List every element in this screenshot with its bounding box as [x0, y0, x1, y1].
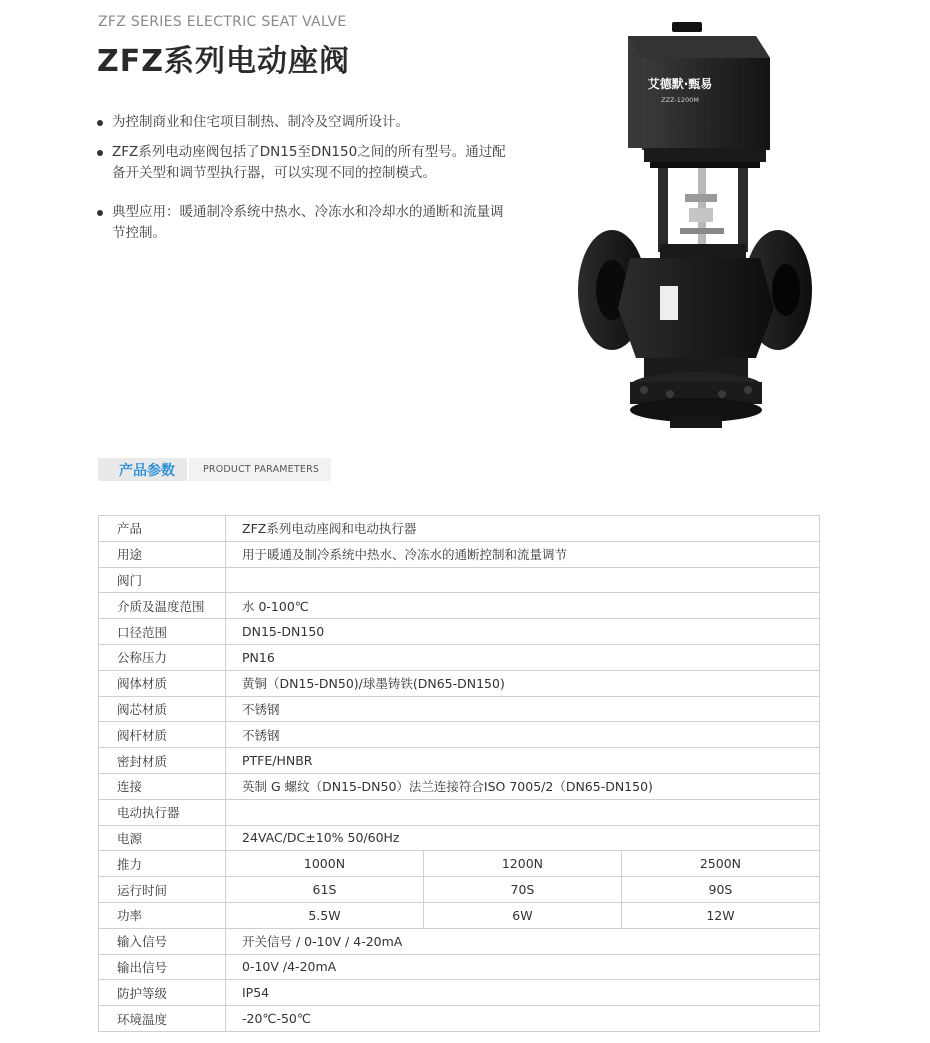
bullet-dot-icon	[97, 150, 103, 156]
table-row	[99, 799, 820, 825]
param-value: 不锈钢	[226, 696, 820, 722]
table-row	[99, 619, 820, 645]
table-row	[99, 593, 820, 619]
param-label: 电源	[99, 825, 226, 851]
param-value: DN15-DN150	[226, 619, 820, 645]
table-row	[99, 670, 820, 696]
param-label: 阀芯材质	[99, 696, 226, 722]
electric-valve-illustration	[560, 18, 830, 448]
feature-item	[96, 202, 516, 244]
param-value: 不锈钢	[226, 722, 820, 748]
table-row	[99, 516, 820, 542]
param-value: 开关信号 / 0-10V / 4-20mA	[226, 928, 820, 954]
param-label: 输入信号	[99, 928, 226, 954]
param-label: 口径范围	[99, 619, 226, 645]
param-label: 功率	[99, 902, 226, 928]
param-label: 连接	[99, 773, 226, 799]
param-label: 运行时间	[99, 877, 226, 903]
feature-text: 典型应用：暖通制冷系统中热水、冷冻水和冷却水的通断和流量调节控制。	[112, 204, 504, 241]
param-value: 70S	[423, 877, 621, 903]
param-value: IP54	[226, 980, 820, 1006]
param-value: 1000N	[226, 851, 424, 877]
param-value: PTFE/HNBR	[226, 748, 820, 774]
page-subtitle-en: ZFZ SERIES ELECTRIC SEAT VALVE	[98, 14, 347, 30]
table-row	[99, 877, 820, 903]
model-label: ZZZ-1200M	[661, 96, 699, 104]
table-row	[99, 541, 820, 567]
feature-text: 为控制商业和住宅项目制热、制冷及空调所设计。	[112, 114, 409, 130]
table-row	[99, 1006, 820, 1032]
param-value: 1200N	[423, 851, 621, 877]
table-row	[99, 980, 820, 1006]
param-label: 电动执行器	[99, 799, 226, 825]
feature-item	[96, 112, 516, 133]
section-title-en: PRODUCT PARAMETERS	[187, 458, 331, 481]
param-value	[226, 799, 820, 825]
param-value: 61S	[226, 877, 424, 903]
param-value: ZFZ系列电动座阀和电动执行器	[226, 516, 820, 542]
feature-text: ZFZ系列电动座阀包括了DN15至DN150之间的所有型号。通过配备开关型和调节型执行器，可以实现不同的控制模式。	[112, 144, 506, 181]
param-label: 防护等级	[99, 980, 226, 1006]
param-value: 水 0-100℃	[226, 593, 820, 619]
section-header	[98, 458, 331, 481]
param-label: 推力	[99, 851, 226, 877]
table-row	[99, 748, 820, 774]
param-label: 密封材质	[99, 748, 226, 774]
param-label: 阀杆材质	[99, 722, 226, 748]
table-row	[99, 902, 820, 928]
param-value: -20℃-50℃	[226, 1006, 820, 1032]
param-label: 输出信号	[99, 954, 226, 980]
table-row	[99, 696, 820, 722]
brand-label: 艾德默·甄易	[647, 77, 713, 91]
param-value: 2500N	[621, 851, 819, 877]
page-title: ZFZ系列电动座阀	[97, 44, 350, 79]
param-value: 5.5W	[226, 902, 424, 928]
table-row	[99, 954, 820, 980]
param-value: 0-10V /4-20mA	[226, 954, 820, 980]
table-row	[99, 773, 820, 799]
feature-item	[96, 142, 516, 184]
feature-list	[96, 112, 516, 253]
product-image	[560, 18, 830, 448]
param-label: 用途	[99, 541, 226, 567]
param-value: 英制 G 螺纹（DN15-DN50）法兰连接符合ISO 7005/2（DN65-DN150)	[226, 773, 820, 799]
param-value: 24VAC/DC±10% 50/60Hz	[226, 825, 820, 851]
bullet-dot-icon	[97, 120, 103, 126]
param-value: 12W	[621, 902, 819, 928]
table-row	[99, 722, 820, 748]
param-value: 用于暖通及制冷系统中热水、冷冻水的通断控制和流量调节	[226, 541, 820, 567]
param-label: 介质及温度范围	[99, 593, 226, 619]
param-label: 阀体材质	[99, 670, 226, 696]
param-value	[226, 567, 820, 593]
param-value: 90S	[621, 877, 819, 903]
param-label: 产品	[99, 516, 226, 542]
section-title-cn: 产品参数	[98, 458, 187, 481]
table-row	[99, 851, 820, 877]
param-label: 阀门	[99, 567, 226, 593]
table-row	[99, 928, 820, 954]
param-value: 6W	[423, 902, 621, 928]
parameters-table	[98, 515, 820, 1032]
param-label: 公称压力	[99, 644, 226, 670]
table-row	[99, 644, 820, 670]
bullet-dot-icon	[97, 210, 103, 216]
table-row	[99, 567, 820, 593]
param-value: PN16	[226, 644, 820, 670]
table-row	[99, 825, 820, 851]
param-value: 黄铜（DN15-DN50)/球墨铸铁(DN65-DN150)	[226, 670, 820, 696]
parameters-table-body	[99, 516, 820, 1032]
param-label: 环境温度	[99, 1006, 226, 1032]
